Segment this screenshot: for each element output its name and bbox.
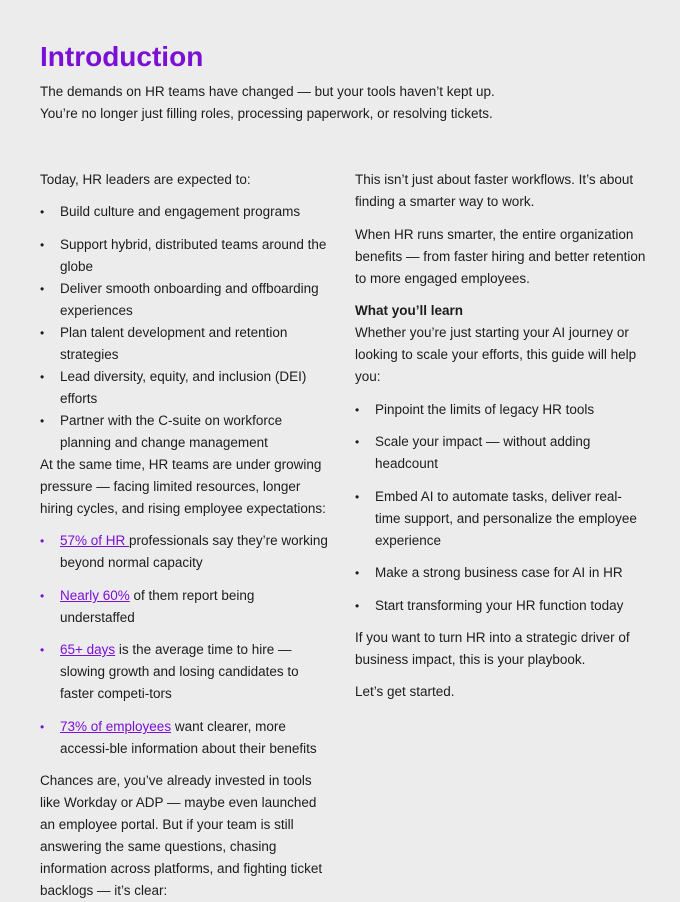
bullet-icon: • [355, 599, 360, 613]
bullet-icon: • [40, 370, 45, 384]
list-item: • Plan talent development and retention strategies [40, 322, 332, 366]
bullet-icon: • [355, 435, 360, 449]
expectations-list [40, 201, 332, 454]
paragraph: Let’s get started. [355, 684, 455, 699]
list-item: • Pinpoint the limits of legacy HR tools [355, 399, 647, 421]
pressure-paragraph: At the same time, HR teams are under growing pressure — facing limited resources, longer hiring cycles, and rising employee expectations: [40, 457, 326, 516]
right-column [355, 169, 647, 703]
stat-item: • 73% of employees want clearer, more accessi-ble information about their benefits [40, 716, 332, 760]
list-item: • Scale your impact — without adding headcount [355, 431, 647, 475]
stat-item: • 65+ days is the average time to hire — slowing growth and losing candidates to faster competi-tors [40, 639, 332, 705]
bullet-icon: • [40, 414, 45, 428]
list-item: • Build culture and engagement programs [40, 201, 332, 223]
bullet-icon: • [40, 238, 45, 252]
expectations-lead: Today, HR leaders are expected to: [40, 172, 251, 187]
bullet-icon: • [40, 643, 45, 657]
list-item: • Embed AI to automate tasks, deliver real-time support, and personalize the employee experience [355, 486, 647, 552]
list-item: • Lead diversity, equity, and inclusion (DEI) efforts [40, 366, 332, 410]
bullet-icon: • [40, 589, 45, 603]
paragraph: Whether you’re just starting your AI journey or looking to scale your efforts, this guide will help you: [355, 325, 637, 384]
list-item: • Start transforming your HR function today [355, 595, 647, 617]
bullet-icon: • [355, 566, 360, 580]
list-item: • Deliver smooth onboarding and offboarding experiences [40, 278, 332, 322]
list-item: • Support hybrid, distributed teams around the globe [40, 234, 332, 278]
paragraph: This isn’t just about faster workflows. It’s about finding a smarter way to work. [355, 172, 634, 209]
list-item: • Partner with the C-suite on workforce planning and change management [40, 410, 332, 454]
bullet-icon: • [40, 282, 45, 296]
left-column [40, 169, 332, 902]
closing-paragraph: Chances are, you’ve already invested in tools like Workday or ADP — maybe even launched an employee portal. But if your team is still answering the same questions, chasing information across platforms, and fighting ticket backlogs — it’s clear: [40, 773, 323, 898]
intro-line: You’re no longer just filling roles, processing paperwork, or resolving tickets. [40, 106, 493, 121]
bullet-icon: • [355, 403, 360, 417]
bullet-icon: • [40, 534, 45, 548]
page-title: Introduction [40, 41, 204, 72]
bullet-icon: • [40, 326, 45, 340]
paragraph: If you want to turn HR into a strategic driver of business impact, this is your playbook. [355, 630, 630, 667]
stat-link[interactable]: 57% of HR [60, 533, 130, 548]
stat-link[interactable]: 65+ days [60, 642, 116, 657]
stat-link[interactable]: Nearly 60% [60, 588, 130, 603]
bullet-icon: • [40, 720, 45, 734]
bullet-icon: • [40, 205, 45, 219]
paragraph: When HR runs smarter, the entire organization benefits — from faster hiring and better retention to more engaged employees. [355, 227, 646, 286]
list-item: • Make a strong business case for AI in HR [355, 562, 647, 584]
stat-link[interactable]: 73% of employees [60, 719, 172, 734]
intro-line: The demands on HR teams have changed — but your tools haven’t kept up. [40, 84, 495, 99]
section-heading: What you’ll learn [355, 303, 464, 318]
learn-list [355, 399, 647, 617]
bullet-icon: • [355, 490, 360, 504]
stat-item: • 57% of HR professionals say they’re working beyond normal capacity [40, 530, 332, 574]
stat-item: • Nearly 60% of them report being understaffed [40, 585, 332, 629]
stats-list [40, 530, 332, 760]
